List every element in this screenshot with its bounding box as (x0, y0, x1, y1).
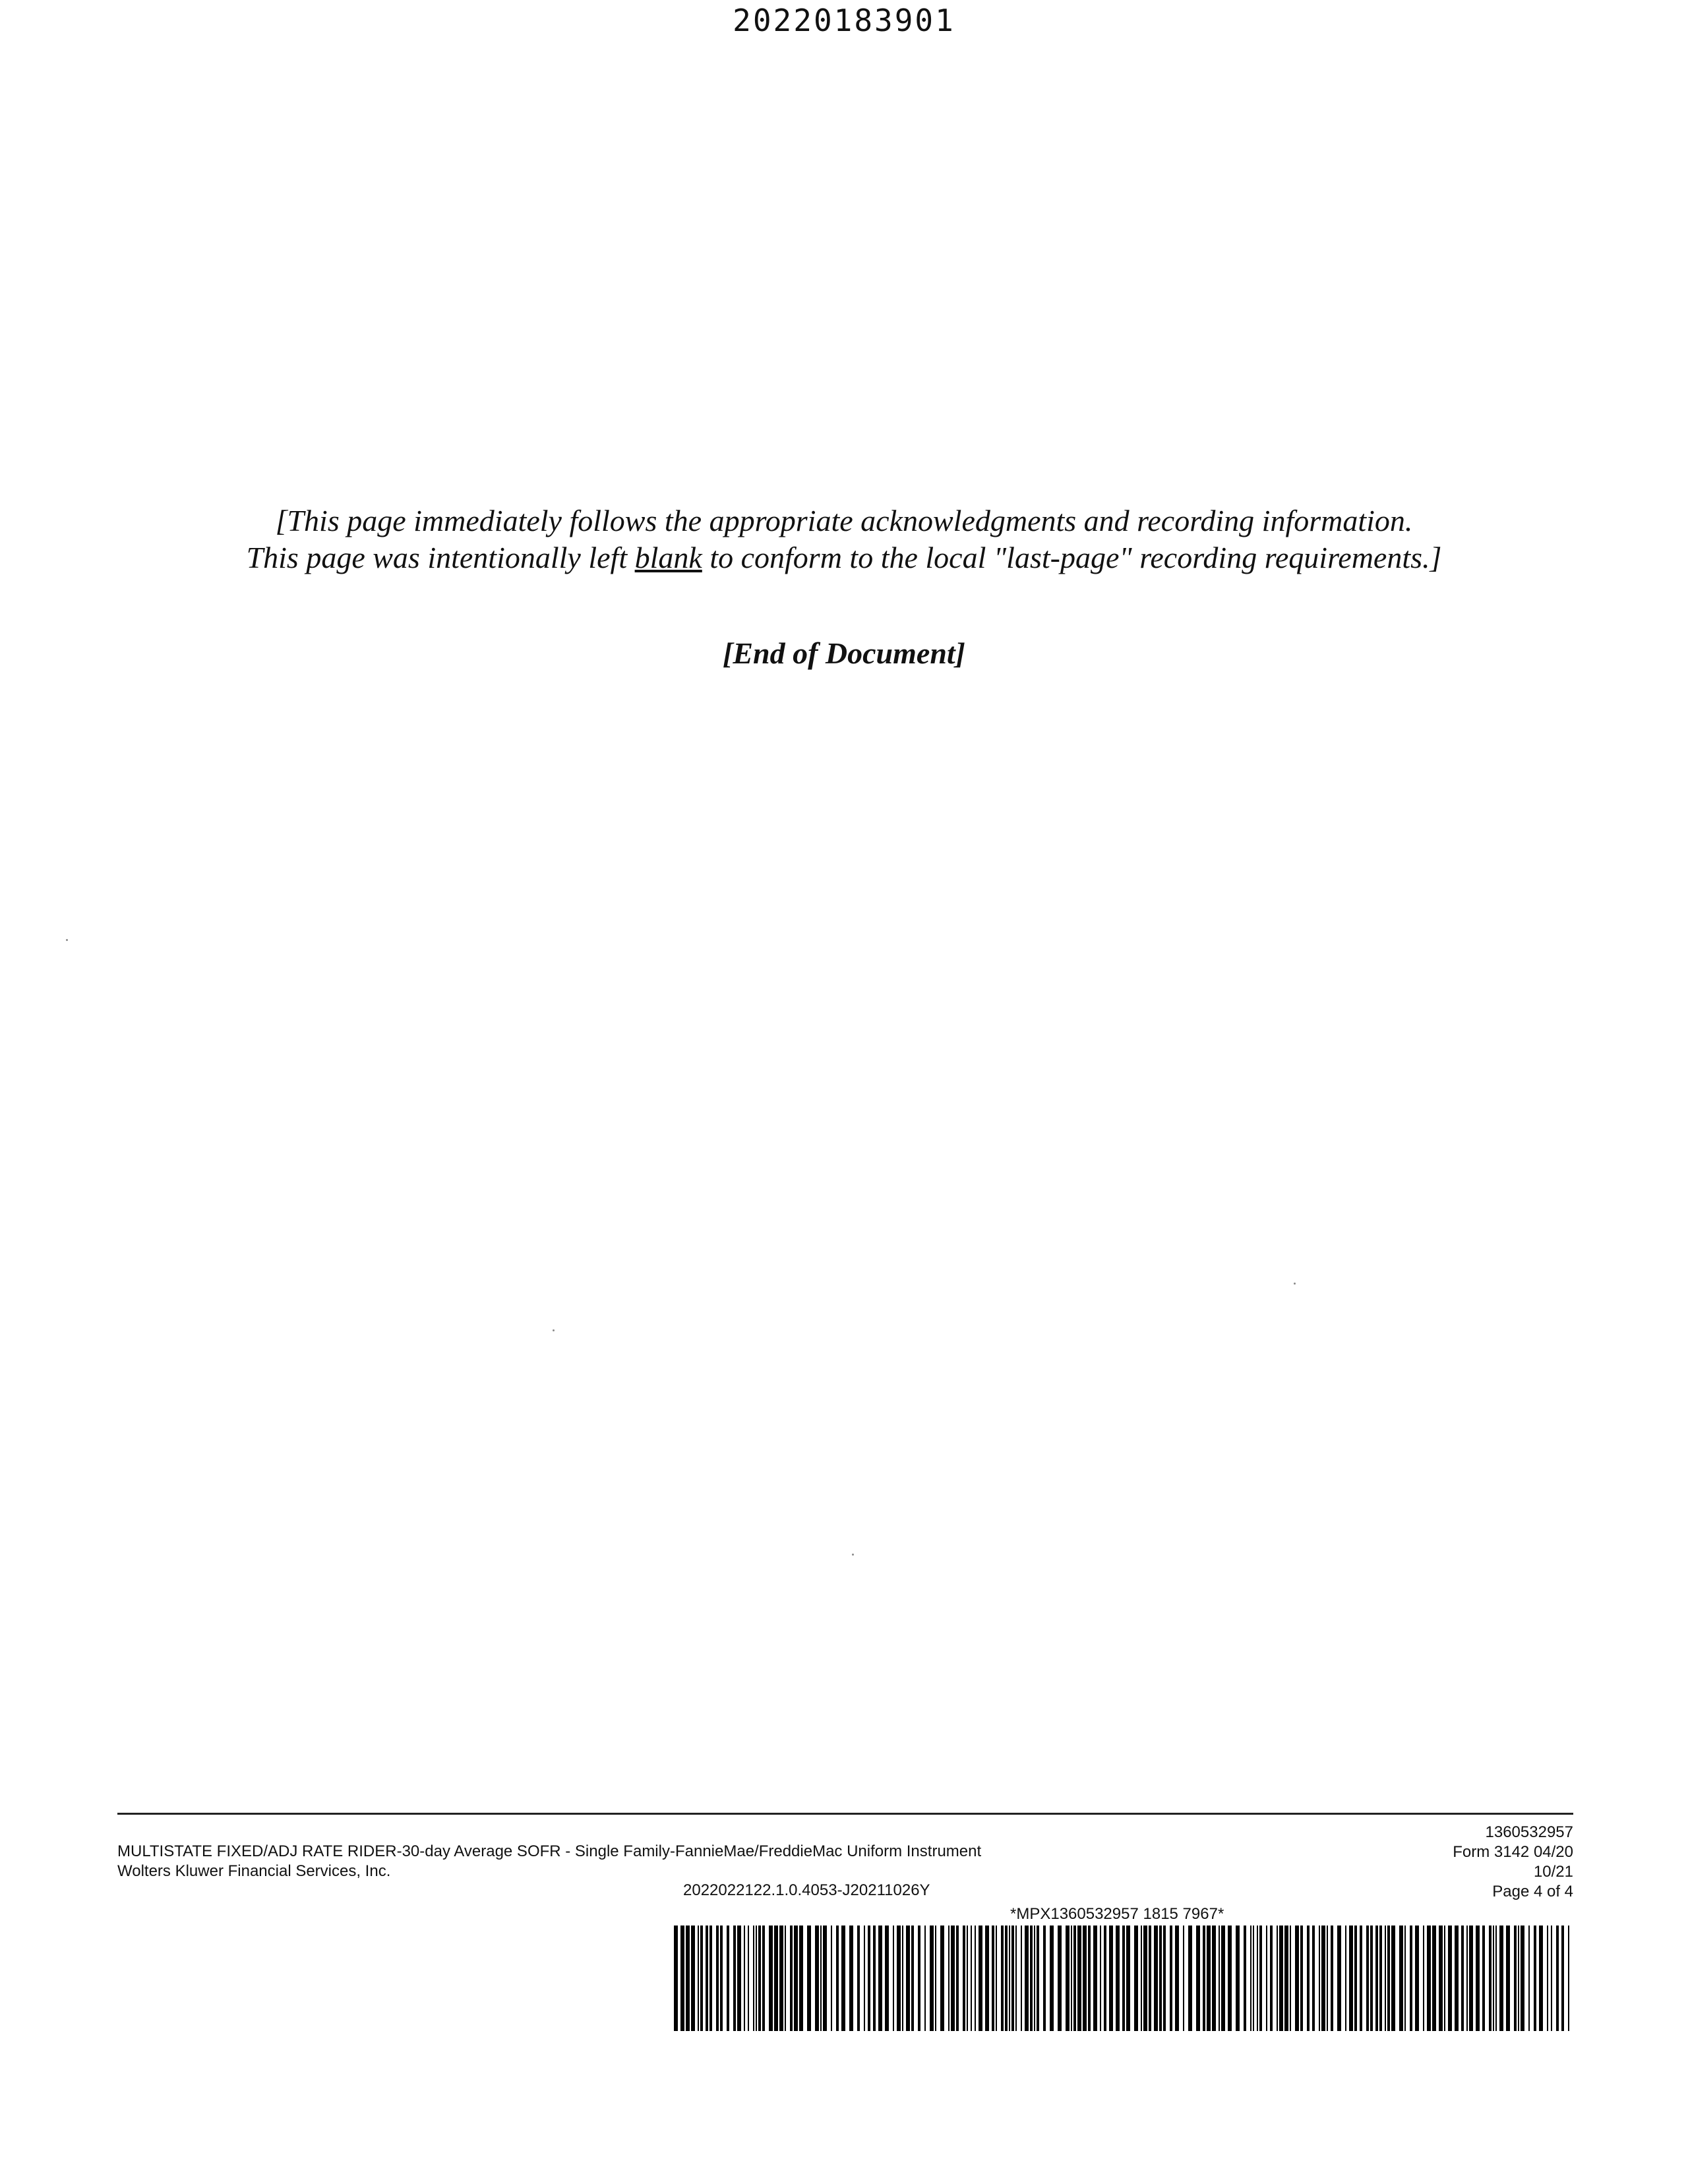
barcode-bar (748, 1926, 749, 2031)
barcode-bar (1279, 1926, 1283, 2031)
barcode-bar (1415, 1926, 1419, 2031)
barcode-bar (1253, 1926, 1254, 2031)
barcode-bar (1476, 1926, 1480, 2031)
barcode-bar (893, 1926, 894, 2031)
barcode-bar (1104, 1926, 1106, 2031)
barcode-bar (1307, 1926, 1310, 2031)
barcode-bar (1423, 1926, 1424, 2031)
barcode-bar (762, 1926, 765, 2031)
barcode-bar (992, 1926, 994, 2031)
barcode-bar (996, 1926, 997, 2031)
barcode-bar (1290, 1926, 1291, 2031)
barcode-bar (836, 1926, 839, 2031)
barcode-bar (940, 1926, 944, 2031)
barcode-bar (1327, 1926, 1328, 2031)
barcode-bar (1469, 1926, 1473, 2031)
barcode-bar (1073, 1926, 1076, 2031)
barcode-bar (1410, 1926, 1412, 2031)
barcode-bar (680, 1926, 684, 2031)
form-revision: 10/21 (1533, 1863, 1573, 1881)
barcode-bar (1495, 1926, 1497, 2031)
barcode-bar (774, 1926, 778, 2031)
barcode-bar (1005, 1926, 1008, 2031)
barcode-bar (902, 1926, 903, 2031)
barcode-bar (1170, 1926, 1172, 2031)
barcode-bar (1466, 1926, 1468, 2031)
barcode-bar (785, 1926, 786, 2031)
barcode-bar (1295, 1926, 1299, 2031)
barcode-bar (1203, 1926, 1205, 2031)
notice-line-1: [This page immediately follows the appropriate acknowledgments and recording information. (275, 504, 1413, 537)
barcode-bar (948, 1926, 950, 2031)
barcode-bar (1360, 1926, 1362, 2031)
barcode-bar (1175, 1926, 1179, 2031)
form-title: MULTISTATE FIXED/ADJ RATE RIDER-30-day Average SOFR - Single Family-FannieMae/FreddieMac Uniform Instrument (117, 1842, 982, 1860)
barcode-bar (1143, 1926, 1147, 2031)
barcode-bar (1109, 1926, 1113, 2031)
barcode-bar (820, 1926, 822, 2031)
footer-divider (117, 1813, 1573, 1815)
barcode-bar (1228, 1926, 1232, 2031)
barcode-bar (878, 1926, 882, 2031)
barcode-bar (1088, 1926, 1091, 2031)
barcode-bar (985, 1926, 989, 2031)
notice-line-2-end: to conform to the local "last-page" recording requirements.] (702, 541, 1442, 574)
scan-speck (66, 939, 68, 941)
barcode-bar (1385, 1926, 1386, 2031)
barcode-bar (1284, 1926, 1288, 2031)
barcode-bar (1432, 1926, 1436, 2031)
barcode-bar (1122, 1926, 1125, 2031)
barcode-bar (967, 1926, 968, 2031)
barcode (674, 1926, 1573, 2031)
barcode-bar (799, 1926, 803, 2031)
barcode-bar (1482, 1926, 1485, 2031)
barcode-bar (864, 1926, 865, 2031)
barcode-bar (720, 1926, 723, 2031)
barcode-bar (1077, 1926, 1081, 2031)
scan-speck (852, 1554, 854, 1556)
barcode-bar (706, 1926, 708, 2031)
barcode-bar (1071, 1926, 1072, 2031)
barcode-bar (733, 1926, 736, 2031)
loan-number: 1360532957 (1485, 1823, 1573, 1841)
barcode-bar (794, 1926, 798, 2031)
footer-right-block (1453, 1823, 1573, 1902)
barcode-bar (1050, 1926, 1054, 2031)
barcode-caption: *MPX1360532957 1815 7967* (1010, 1905, 1224, 1923)
barcode-bar (1244, 1926, 1246, 2031)
barcode-bar (1547, 1926, 1548, 2031)
notice-line-2 (0, 539, 1688, 576)
barcode-bar (1001, 1926, 1004, 2031)
barcode-bar (674, 1926, 678, 2031)
barcode-bar (691, 1926, 695, 2031)
barcode-bar (1009, 1926, 1010, 2031)
barcode-bar (769, 1926, 773, 2031)
barcode-bar (1221, 1926, 1225, 2031)
barcode-bar (727, 1926, 729, 2031)
barcode-bar (1493, 1926, 1494, 2031)
barcode-bar (971, 1926, 972, 2031)
barcode-bar (1375, 1926, 1378, 2031)
barcode-bar (951, 1926, 955, 2031)
end-of-document: [End of Document] (723, 636, 965, 670)
barcode-bar (963, 1926, 965, 2031)
barcode-bar (1183, 1926, 1184, 2031)
barcode-bar (737, 1926, 741, 2031)
barcode-bar (1345, 1926, 1346, 2031)
barcode-bar (956, 1926, 959, 2031)
barcode-bar (924, 1926, 926, 2031)
barcode-bar (1141, 1926, 1142, 2031)
barcode-bar (1321, 1926, 1325, 2031)
barcode-bar (753, 1926, 754, 2031)
barcode-bar (1025, 1926, 1029, 2031)
barcode-bar (1093, 1926, 1097, 2031)
barcode-bar (1337, 1926, 1341, 2031)
scan-speck (1294, 1283, 1296, 1285)
barcode-bar (1259, 1926, 1262, 2031)
barcode-bar (1021, 1926, 1022, 2031)
barcode-bar (815, 1926, 819, 2031)
barcode-bar (686, 1926, 690, 2031)
barcode-bar (1196, 1926, 1200, 2031)
barcode-bar (758, 1926, 761, 2031)
notice-line-2-start: This page was intentionally left (246, 541, 635, 574)
barcode-bar (868, 1926, 870, 2031)
barcode-bar (897, 1926, 901, 2031)
barcode-bar (1043, 1926, 1046, 2031)
barcode-bar (841, 1926, 845, 2031)
barcode-bar (1277, 1926, 1278, 2031)
recording-number: 20220183901 (733, 3, 955, 38)
barcode-bar (1556, 1926, 1559, 2031)
barcode-bar (807, 1926, 811, 2031)
barcode-bar (1207, 1926, 1211, 2031)
scan-speck (553, 1329, 555, 1331)
barcode-bar (831, 1926, 832, 2031)
barcode-bar (1427, 1926, 1431, 2031)
barcode-bar (1444, 1926, 1445, 2031)
barcode-bar (1030, 1926, 1033, 2031)
barcode-bar (1448, 1926, 1452, 2031)
barcode-bar (979, 1926, 982, 2031)
barcode-bar (1534, 1926, 1536, 2031)
barcode-bar (1250, 1926, 1251, 2031)
barcode-bar (1300, 1926, 1303, 2031)
barcode-bar (1134, 1926, 1138, 2031)
barcode-bar (1506, 1926, 1510, 2031)
barcode-bar (1568, 1926, 1569, 2031)
barcode-bar (1011, 1926, 1014, 2031)
barcode-bar (1149, 1926, 1151, 2031)
barcode-bar (1066, 1926, 1070, 2031)
barcode-bar (1489, 1926, 1492, 2031)
barcode-bar (873, 1926, 876, 2031)
barcode-bar (1257, 1926, 1258, 2031)
barcode-bar (1116, 1926, 1120, 2031)
barcode-bar (1461, 1926, 1464, 2031)
blank-page-notice (0, 502, 1688, 576)
barcode-bar (709, 1926, 712, 2031)
barcode-bar (1399, 1926, 1403, 2031)
barcode-bar (1270, 1926, 1273, 2031)
barcode-bar (1551, 1926, 1552, 2031)
barcode-bar (744, 1926, 745, 2031)
barcode-bar (1354, 1926, 1357, 2031)
barcode-bar (1499, 1926, 1503, 2031)
barcode-bar (1514, 1926, 1517, 2031)
barcode-bar (1266, 1926, 1267, 2031)
barcode-bar (1349, 1926, 1353, 2031)
barcode-bar (756, 1926, 757, 2031)
publisher-name: Wolters Kluwer Financial Services, Inc. (117, 1862, 391, 1880)
barcode-bar (1561, 1926, 1564, 2031)
barcode-bar (1163, 1926, 1166, 2031)
barcode-bar (1236, 1926, 1240, 2031)
barcode-bar (1379, 1926, 1382, 2031)
barcode-bar (1387, 1926, 1390, 2031)
form-number: Form 3142 04/20 (1453, 1843, 1573, 1861)
barcode-bar (700, 1926, 703, 2031)
barcode-bar (906, 1926, 910, 2031)
footer-left-block (117, 1842, 981, 1881)
barcode-bar (918, 1926, 920, 2031)
barcode-bar (1058, 1926, 1062, 2031)
barcode-bar (885, 1926, 889, 2031)
notice-blank-word: blank (634, 541, 702, 574)
barcode-bar (1319, 1926, 1320, 2031)
barcode-bar (1037, 1926, 1039, 2031)
barcode-bar (779, 1926, 783, 2031)
barcode-bar (935, 1926, 936, 2031)
barcode-bar (1539, 1926, 1543, 2031)
barcode-bar (930, 1926, 934, 2031)
barcode-bar (790, 1926, 793, 2031)
barcode-bar (1034, 1926, 1035, 2031)
barcode-bar (1391, 1926, 1395, 2031)
barcode-bar (1521, 1926, 1524, 2031)
barcode-bar (1404, 1926, 1406, 2031)
barcode-bar (1370, 1926, 1373, 2031)
barcode-bar (1366, 1926, 1369, 2031)
barcode-bar (911, 1926, 914, 2031)
page-number: Page 4 of 4 (1492, 1883, 1573, 1900)
barcode-bar (1188, 1926, 1192, 2031)
barcode-bar (1126, 1926, 1130, 2031)
barcode-bar (975, 1926, 976, 2031)
barcode-bar (1528, 1926, 1530, 2031)
barcode-bar (1439, 1926, 1443, 2031)
barcode-bar (698, 1926, 699, 2031)
barcode-bar (857, 1926, 860, 2031)
barcode-bar (1331, 1926, 1333, 2031)
barcode-bar (716, 1926, 719, 2031)
barcode-bar (1015, 1926, 1017, 2031)
barcode-bar (1518, 1926, 1519, 2031)
barcode-bar (849, 1926, 853, 2031)
barcode-bar (1455, 1926, 1459, 2031)
barcode-bar (1100, 1926, 1101, 2031)
barcode-bar (1083, 1926, 1087, 2031)
document-code: 2022022122.1.0.4053-J20211026Y (683, 1881, 930, 1899)
barcode-bar (1159, 1926, 1162, 2031)
barcode-bar (823, 1926, 827, 2031)
barcode-bar (1154, 1926, 1158, 2031)
barcode-bar (1212, 1926, 1216, 2031)
barcode-bar (1219, 1926, 1220, 2031)
barcode-bar (1312, 1926, 1315, 2031)
